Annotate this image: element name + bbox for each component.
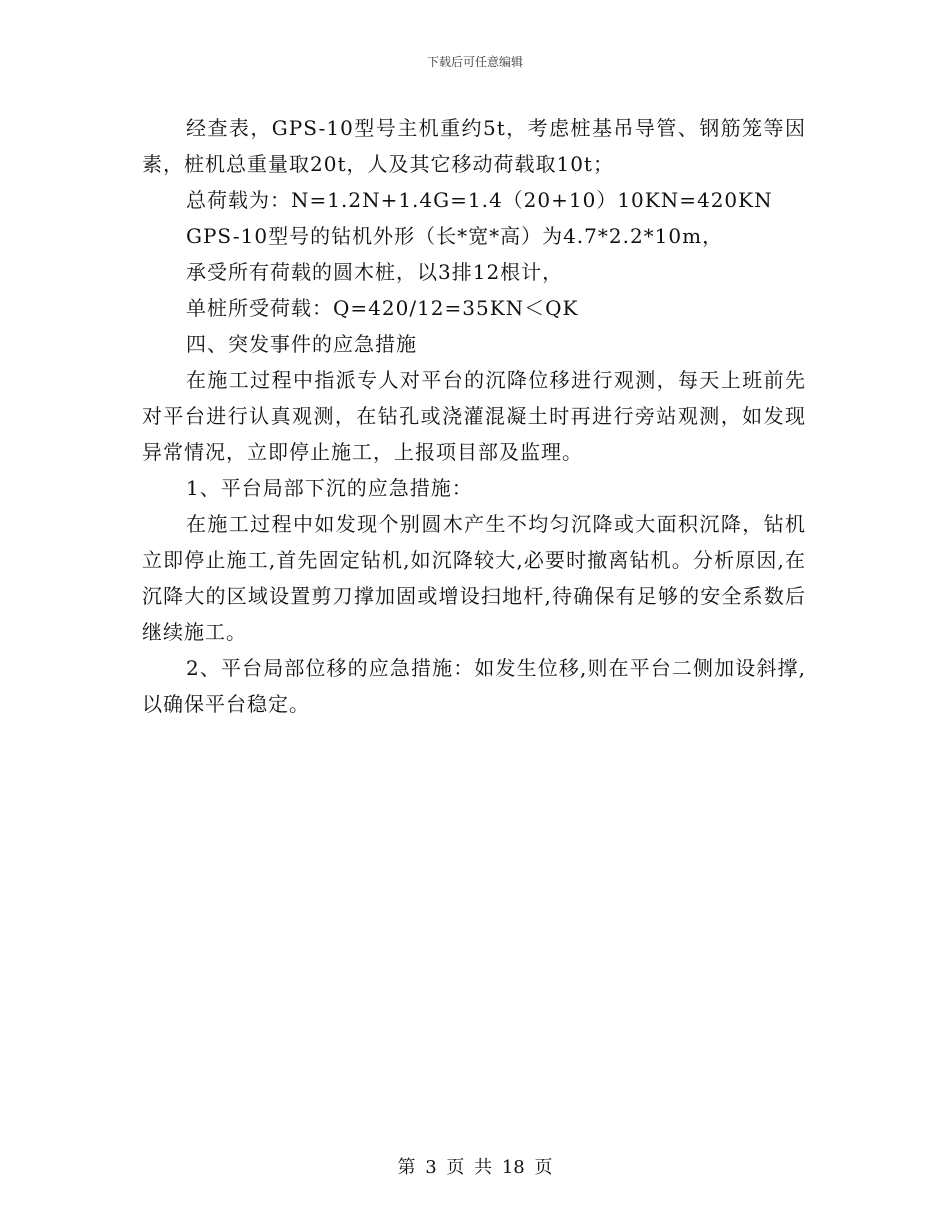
paragraph-single-pile-load: 单桩所受荷载：Q=420/12=35KN＜QK [186,296,579,320]
paragraph-displacement-measures: 2、平台局部位移的应急措施：如发生位移,则在平台二侧加设斜撑,以确保平台稳定。 [142,656,806,716]
paragraph-settlement-measures: 在施工过程中如发现个别圆木产生不均匀沉降或大面积沉降，钻机立即停止施工,首先固定钻机,如沉降较大,必要时撤离钻机。分析原因,在沉降大的区域设置剪刀撑加固或增设扫地杆,待确保有足够的安全系数后继续施工。 [142,512,806,644]
document-body [142,110,806,722]
header-note: 下载后可任意编辑 [426,55,523,69]
paragraph-pile-count: 承受所有荷载的圆木桩，以3排12根计， [186,260,564,284]
subheading-settlement: 1、平台局部下沉的应急措施： [186,476,473,500]
section-heading-emergency: 四、突发事件的应急措施 [186,332,417,356]
paragraph-load-assumption: 经查表，GPS-10型号主机重约5t，考虑桩基吊导管、钢筋笼等因素，桩机总重量取20t，人及其它移动荷载取10t； [142,116,806,176]
paragraph-monitoring: 在施工过程中指派专人对平台的沉降位移进行观测，每天上班前先对平台进行认真观测，在钻孔或浇灌混凝土时再进行旁站观测，如发现异常情况，立即停止施工，上报项目部及监理。 [142,368,806,464]
paragraph-total-load: 总荷载为：N=1.2N+1.4G=1.4（20+10）10KN=420KN [186,188,773,212]
paragraph-rig-dimensions: GPS-10型号的钻机外形（长*宽*高）为4.7*2.2*10m， [186,224,724,248]
page-number: 第 3 页 共 18 页 [397,1157,553,1178]
